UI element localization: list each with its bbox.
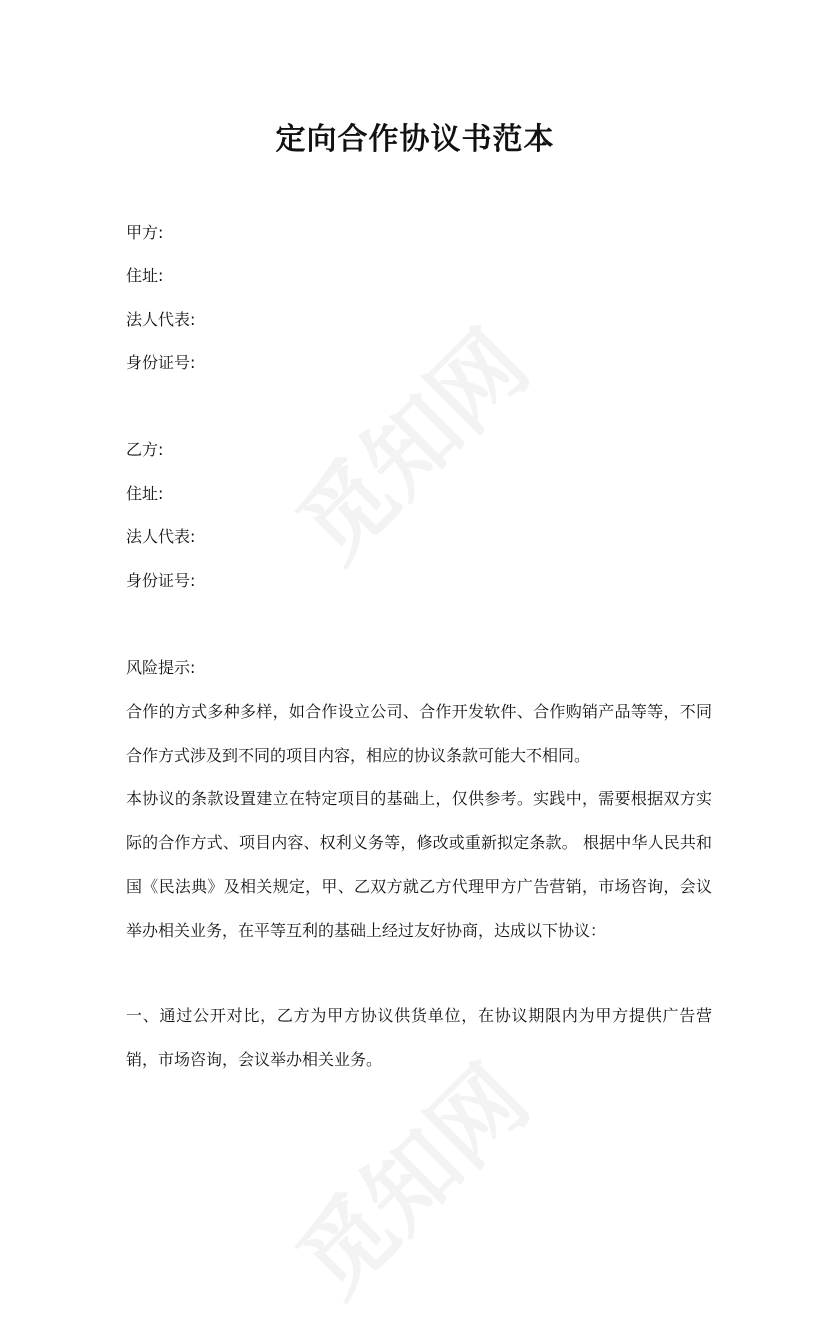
party-b-id-label: 身份证号: [126, 571, 196, 590]
document-title: 定向合作协议书范本 [275, 122, 555, 157]
clause-1: 一、通过公开对比，乙方为甲方协议供货单位，在协议期限内为甲方提供广告营销，市场咨询，会议举办相关业务。 [126, 1006, 712, 1069]
party-a-legal-rep-label: 法人代表: [126, 310, 196, 329]
party-b-address-label: 住址: [126, 484, 164, 503]
party-a-address-label: 住址: [126, 266, 164, 285]
risk-heading: 风险提示: [126, 658, 196, 677]
party-a-name-label: 甲方: [126, 223, 164, 242]
party-a-id-label: 身份证号: [126, 353, 196, 372]
party-b-name-label: 乙方: [126, 440, 164, 459]
risk-paragraph-1: 合作的方式多种多样，如合作设立公司、合作开发软件、合作购销产品等等，不同合作方式涉及到不同的项目内容，相应的协议条款可能大不相同。 [126, 702, 712, 765]
risk-paragraph-2: 本协议的条款设置建立在特定项目的基础上，仅供参考。实践中，需要根据双方实际的合作方式、项目内容、权利义务等，修改或重新拟定条款。 根据中华人民共和国《民法典》及相关规定，甲、乙双方就乙方代理甲方广告营销，市场咨询，会议举办相关业务，在平等互利的基础上经过友好协商，达成以下协议： [126, 789, 712, 940]
party-b-legal-rep-label: 法人代表: [126, 527, 196, 546]
watermark [264, 297, 553, 586]
